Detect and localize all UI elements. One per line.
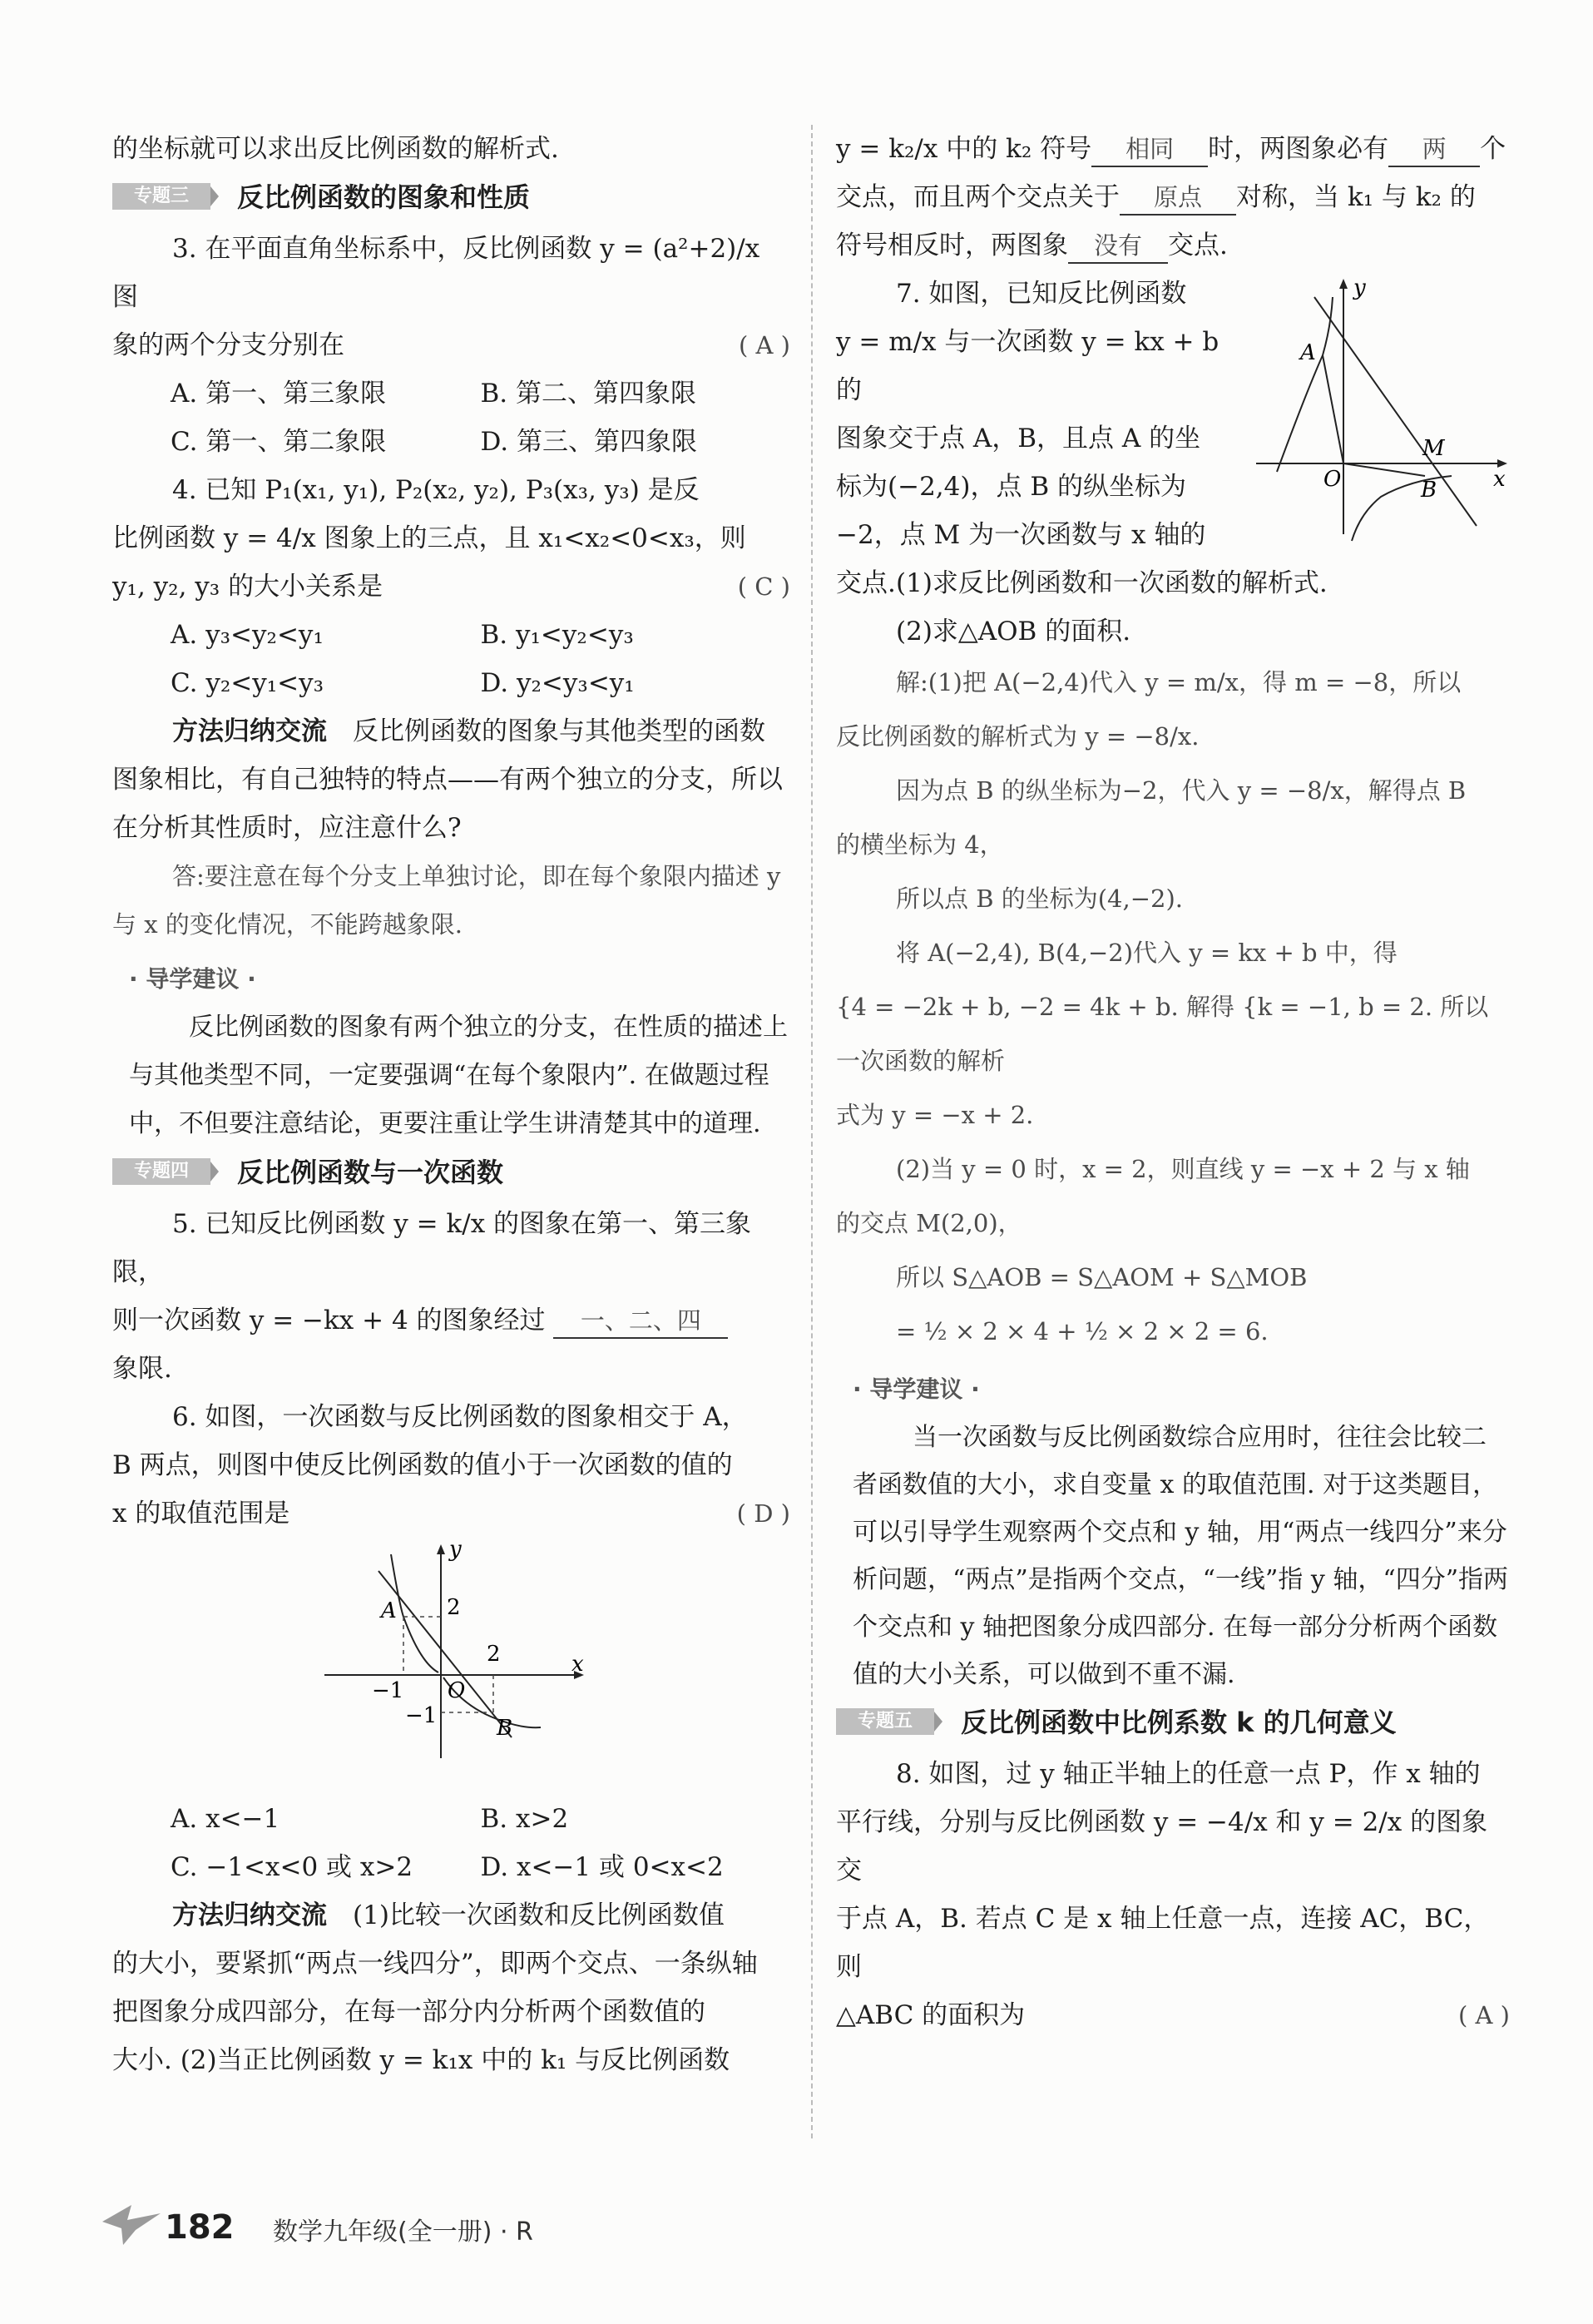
q7-point-a: A <box>1300 340 1316 365</box>
solution-line5: 所以点 B 的坐标为(4,−2). <box>896 885 1184 913</box>
q6-branch-upper <box>391 1554 438 1672</box>
right-column <box>836 125 1510 2039</box>
q8-line1: 8. 如图，过 y 轴正半轴上的任意一点 P，作 x 轴的 <box>896 1759 1481 1789</box>
topic3-tag: 专题三 <box>112 183 210 210</box>
q4-line1: 4. 已知 P₁(x₁, y₁), P₂(x₂, y₂), P₃(x₃, y₃) 是反 <box>172 475 700 505</box>
q6-line3: x 的取值范围是 ( D ) <box>112 1489 790 1538</box>
book-title: 数学九年级(全一册) · R <box>273 2217 533 2247</box>
solution-line2: 反比例函数的解析式为 y = −8/x. <box>836 722 1200 751</box>
left-column <box>112 125 790 2084</box>
topic5-heading <box>836 1703 1510 1742</box>
q5-line1: 5. 已知反比例函数 y = k/x 的图象在第一、第三象限， <box>112 1209 752 1287</box>
q7-figure <box>1244 276 1510 543</box>
q7-x-label: x <box>1493 467 1506 492</box>
q7-part2: (2)求△AOB 的面积. <box>896 617 1131 647</box>
cont-line3: 符号相反时，两图象 没有 交点. <box>836 221 1510 270</box>
q3-options-2: C. 第一、第二象限 D. 第三、第四象限 <box>171 427 697 457</box>
q6-options-1: A. x<−1 B. x>2 <box>171 1804 569 1834</box>
method2-line4: 大小. (2)当正比例函数 y = k₁x 中的 k₁ 与反比例函数 <box>112 2045 730 2075</box>
q6-options-2: C. −1<x<0 或 x>2 D. x<−1 或 0<x<2 <box>171 1852 724 1882</box>
solution-line10: 的交点 M(2,0)， <box>836 1209 1022 1237</box>
q4-options-2: C. y₂<y₁<y₃ D. y₂<y₃<y₁ <box>171 668 635 698</box>
q7-line1: 7. 如图，已知反比例函数 <box>896 279 1187 309</box>
topic4-heading <box>112 1153 790 1192</box>
q4-line2: 比例函数 y = 4/x 图象上的三点，且 x₁<x₂<0<x₃，则 <box>112 523 746 553</box>
solution-line4: 的横坐标为 4， <box>836 830 1004 859</box>
solution-line3: 因为点 B 的纵坐标为−2，代入 y = −8/x，解得点 B <box>896 776 1467 805</box>
q6-point-b: B <box>497 1716 513 1741</box>
q7-part1: (1)求反比例函数和一次函数的解析式. <box>896 568 1328 598</box>
q3-line2: 象的两个分支分别在 ( A ) <box>112 321 790 369</box>
topic5-tag: 专题五 <box>836 1708 934 1735</box>
q5-line3: 象限. <box>112 1354 172 1384</box>
guide2-text: 当一次函数与反比例函数综合应用时，往往会比较二者函数值的大小，求自变量 x 的取值范围. 对于这类题目，可以引导学生观察两个交点和 y 轴，用“两点一线四分”来分析问题，“两点”是指两个交点，“一线”指 y 轴，“四分”指两个交点和 y 轴把图象分成四部分. 在每一部分分析两个函数值的大小关系，可以做到不重不漏. <box>853 1423 1509 1689</box>
q7-y-label: y <box>1353 276 1366 300</box>
page-number: 182 <box>165 2208 235 2247</box>
q3-options-1: A. 第一、第三象限 B. 第二、第四象限 <box>171 379 696 409</box>
blank-two: 两 <box>1388 132 1480 167</box>
bird-logo-icon <box>98 2197 165 2247</box>
method1-paragraph: 方法归纳交流 反比例函数的图象与其他类型的函数图象相比，有自己独特的特点——有两个独立的分支，所以在分析其性质时，应注意什么? <box>112 716 783 843</box>
topic3-heading <box>112 178 790 216</box>
q7-segment-oa <box>1323 355 1343 463</box>
q7-line2: y = m/x 与一次函数 y = kx + b 的 <box>836 327 1219 405</box>
q6-line1: 6. 如图，一次函数与反比例函数的图象相交于 A， <box>172 1402 748 1432</box>
q7-solution <box>836 656 1510 1359</box>
q7-branch-upper <box>1277 297 1333 472</box>
cont-line1: y = k₂/x 中的 k₂ 符号 相同 时，两图象必有 两 个 <box>836 125 1510 173</box>
topic3-title: 反比例函数的图象和性质 <box>237 181 531 213</box>
blank-none: 没有 <box>1068 229 1168 264</box>
q7-line4: 标为(−2,4)，点 B 的纵坐标为 <box>836 472 1186 502</box>
q3-line1: 3. 在平面直角坐标系中，反比例函数 y = (a²+2)/x 图 <box>112 234 760 312</box>
method2-line1: 方法归纳交流 (1)比较一次函数和反比例函数值 <box>172 1900 725 1930</box>
guide2-label: · 导学建议 · <box>853 1375 980 1403</box>
q6-tick-2-x: 2 <box>487 1642 501 1667</box>
q8-line2: 平行线，分别与反比例函数 y = −4/x 和 y = 2/x 的图象交 <box>836 1807 1488 1885</box>
q3-answer: ( A ) <box>738 331 790 359</box>
method1-answer: 答:要注意在每个分支上单独讨论，即在每个象限内描述 y 与 x 的变化情况，不能跨越象限. <box>112 862 781 939</box>
q7-segment-ob <box>1343 463 1425 476</box>
q8-line3: 于点 A，B. 若点 C 是 x 轴上任意一点，连接 AC，BC，则 <box>836 1904 1490 1982</box>
topic5-title: 反比例函数中比例系数 k 的几何意义 <box>961 1707 1397 1738</box>
method2-line3: 把图象分成四部分，在每一部分内分析两个函数值的 <box>112 1997 705 2027</box>
method2-label: 方法归纳交流 <box>172 1900 327 1930</box>
q6-figure <box>112 1538 790 1779</box>
q6-origin-label: O <box>448 1678 466 1703</box>
method1-label: 方法归纳交流 <box>172 716 327 746</box>
guide1-label: · 导学建议 · <box>129 965 256 993</box>
q7-line6: 交点. <box>836 568 896 598</box>
q6-tick-neg1-y: −1 <box>405 1703 438 1728</box>
solution-line11: 所以 S△AOB = S△AOM + S△MOB <box>896 1263 1308 1291</box>
solution-line1: 解:(1)把 A(−2,4)代入 y = m/x，得 m = −8，所以 <box>896 668 1462 696</box>
q6-line2: B 两点，则图中使反比例函数的值小于一次函数的值的 <box>112 1450 733 1480</box>
intro-line: 的坐标就可以求出反比例函数的解析式. <box>112 134 559 164</box>
q7-origin-label: O <box>1323 467 1342 492</box>
q6-answer: ( D ) <box>736 1499 790 1528</box>
solution-line7: {4 = −2k + b, −2 = 4k + b. 解得 {k = −1, b = 2. 所以一次函数的解析 <box>836 993 1489 1075</box>
method2-line2: 的大小，要紧抓“两点一线四分”，即两个交点、一条纵轴 <box>112 1949 758 1979</box>
guide1-text: 反比例函数的图象有两个独立的分支，在性质的描述上与其他类型不同，一定要强调“在每个象限内”. 在做题过程中，不但要注意结论，更要注重让学生讲清楚其中的道理. <box>129 1013 788 1138</box>
q6-point-a: A <box>381 1598 397 1623</box>
q5-blank: 一、二、四 <box>553 1304 728 1339</box>
q7-line3: 图象交于点 A，B，且点 A 的坐 <box>836 424 1201 453</box>
q4-line3: y₁, y₂, y₃ 的大小关系是 ( C ) <box>112 562 790 611</box>
q4-answer: ( C ) <box>737 572 790 601</box>
solution-line9: (2)当 y = 0 时，x = 2，则直线 y = −x + 2 与 x 轴 <box>896 1155 1470 1183</box>
cont-line2: 交点，而且两个交点关于 原点 对称，当 k₁ 与 k₂ 的 <box>836 173 1510 221</box>
q7-point-m: M <box>1422 436 1445 461</box>
page-footer <box>98 2197 680 2255</box>
q8-answer: ( A ) <box>1457 2001 1510 2029</box>
topic4-tag: 专题四 <box>112 1158 210 1185</box>
q4-options-1: A. y₃<y₂<y₁ B. y₁<y₂<y₃ <box>171 620 634 650</box>
q6-tick-neg1-x: −1 <box>372 1678 404 1703</box>
blank-origin: 原点 <box>1120 181 1236 216</box>
q7-point-b: B <box>1421 478 1437 503</box>
q8-line4: △ABC 的面积为 ( A ) <box>836 1991 1510 2039</box>
topic4-title: 反比例函数与一次函数 <box>237 1157 504 1188</box>
q6-tick-2-y: 2 <box>447 1595 461 1620</box>
blank-same-sign: 相同 <box>1091 132 1208 167</box>
solution-line8: 式为 y = −x + 2. <box>836 1101 1034 1129</box>
solution-line12: = ½ × 2 × 4 + ½ × 2 × 2 = 6. <box>896 1317 1269 1345</box>
q6-y-label: y <box>449 1538 462 1562</box>
q5-line2: 则一次函数 y = −kx + 4 的图象经过 一、二、四 <box>112 1296 790 1345</box>
q7-line5: −2，点 M 为一次函数与 x 轴的 <box>836 520 1206 550</box>
q6-x-label: x <box>571 1652 584 1677</box>
column-divider <box>811 125 813 2138</box>
solution-line6: 将 A(−2,4), B(4,−2)代入 y = kx + b 中，得 <box>896 939 1398 967</box>
